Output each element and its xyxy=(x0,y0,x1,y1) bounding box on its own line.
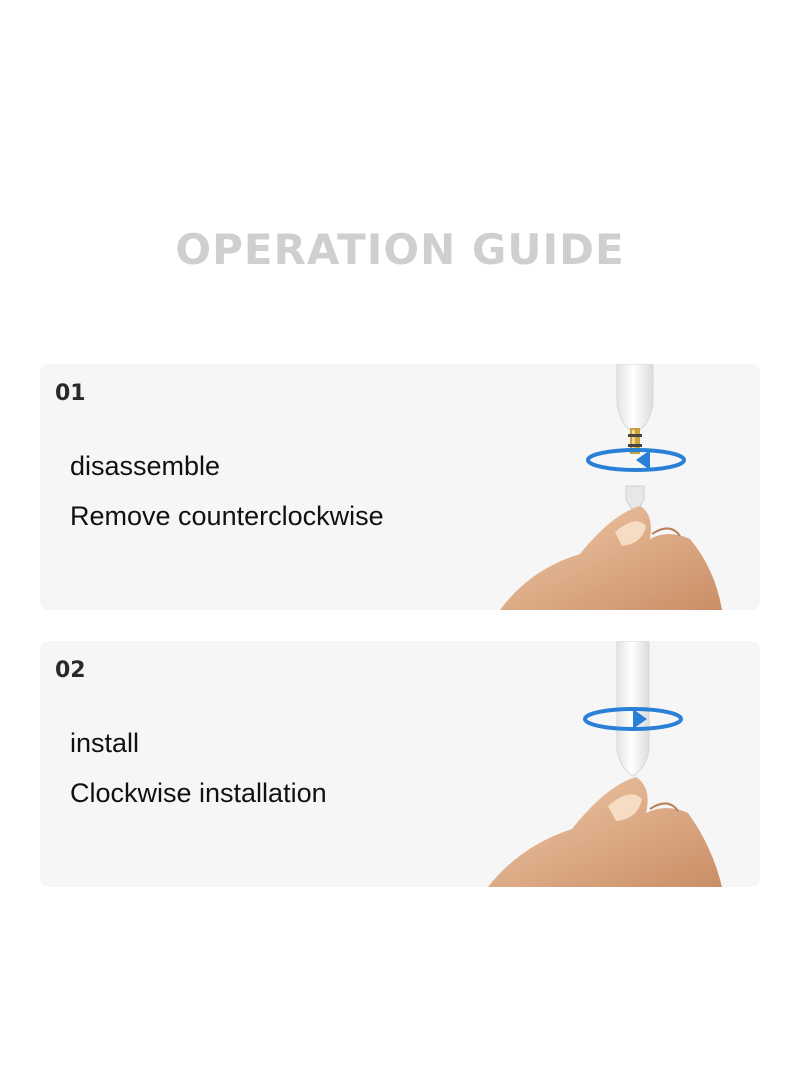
step-description: Remove counterclockwise xyxy=(70,501,384,531)
step-card-disassemble xyxy=(40,364,760,610)
step-number: 02 xyxy=(55,658,86,683)
step-title: install xyxy=(70,728,140,758)
step-title: disassemble xyxy=(70,451,221,481)
step-number: 01 xyxy=(55,381,86,406)
pen-body xyxy=(617,364,653,430)
hand xyxy=(500,506,722,610)
step-card-install xyxy=(40,641,760,887)
hand xyxy=(488,777,722,887)
install-illustration xyxy=(440,641,760,887)
page-title: OPERATION GUIDE xyxy=(175,225,625,274)
step-description: Clockwise installation xyxy=(70,778,327,808)
disassemble-illustration xyxy=(440,364,760,610)
